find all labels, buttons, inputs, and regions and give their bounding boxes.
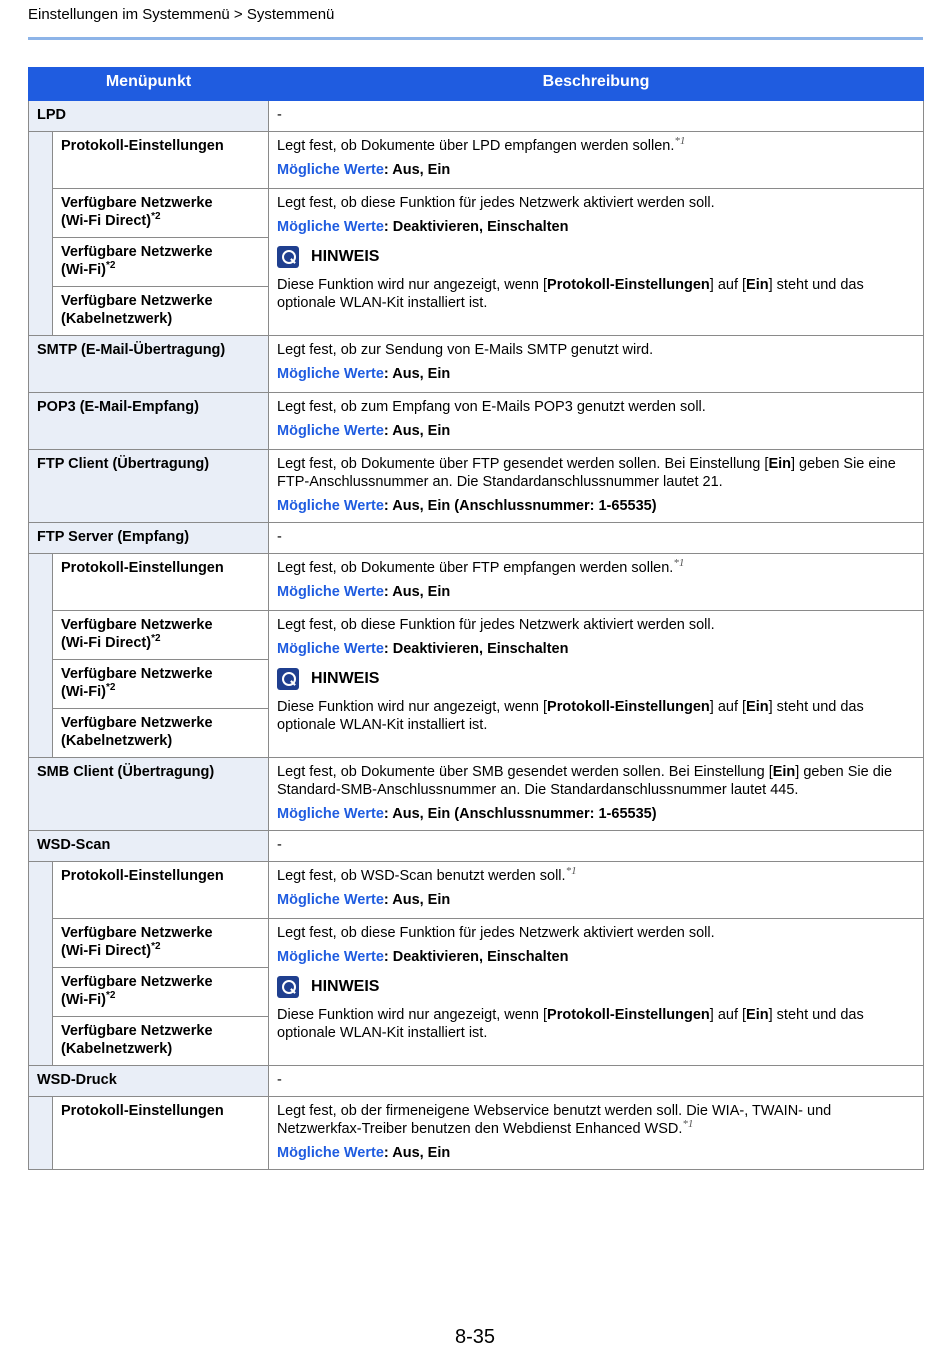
row-wsd-druck-title: WSD-Druck <box>29 1066 269 1097</box>
row-smtp-title: SMTP (E-Mail-Übertragung) <box>29 336 269 393</box>
settings-table <box>28 67 924 1170</box>
note-body: Diese Funktion wird nur angezeigt, wenn [Protokoll-Einstellungen] auf [Ein] steht und das optionale WLAN-Kit installiert ist. <box>277 277 864 311</box>
row-ftp-server-desc: - <box>269 523 924 554</box>
ftp-wifi-direct-label: Verfügbare Netzwerke (Wi-Fi Direct)$^{*2}$ <box>53 611 269 660</box>
note-header: HINWEIS <box>277 668 915 690</box>
lpd-protokoll-label: Protokoll-Einstellungen <box>53 132 269 189</box>
wsd-druck-protokoll-desc: Legt fest, ob der firmeneigene Webservice benutzt werden soll. Die WIA-, TWAIN- und Netzwerkfax-Treiber benutzen den Webdienst Enhanced WSD.$^{*1}$ Mögliche Werte: Aus, Ein <box>269 1097 924 1170</box>
indent-cell <box>29 132 53 336</box>
note-header: HINWEIS <box>277 246 915 268</box>
ftp-kabel-label: Verfügbare Netzwerke (Kabelnetzwerk) <box>53 709 269 758</box>
row-pop3-title: POP3 (E-Mail-Empfang) <box>29 393 269 450</box>
row-pop3-desc: Legt fest, ob zum Empfang von E-Mails POP3 genutzt werden soll. Mögliche Werte: Aus, Ein <box>269 393 924 450</box>
page-number: 8-35 <box>454 1326 496 1348</box>
table-row <box>29 611 924 660</box>
row-lpd-title: LPD <box>29 101 269 132</box>
row-ftp-client-title: FTP Client (Übertragung) <box>29 450 269 523</box>
breadcrumb: Einstellungen im Systemmenü > Systemmenü <box>28 6 335 23</box>
lpd-wifi-direct-label: Verfügbare Netzwerke (Wi-Fi Direct)$^{*2}$ <box>53 189 269 238</box>
table-row <box>29 554 924 611</box>
wsd-scan-kabel-label: Verfügbare Netzwerke (Kabelnetzwerk) <box>53 1017 269 1066</box>
row-lpd-desc: - <box>269 101 924 132</box>
wsd-scan-netz-desc: Legt fest, ob diese Funktion für jedes Netzwerk aktiviert werden soll. Mögliche Werte: Deaktivieren, Einschalten HINWEIS Diese Funktion wird nur angezeigt, wenn [Protokoll-Einstellungen] auf [Ein] steht und das optionale WLAN-Kit installiert ist. <box>269 919 924 1066</box>
table-row <box>29 919 924 968</box>
note-icon <box>277 976 299 998</box>
ftp-netz-desc: Legt fest, ob diese Funktion für jedes Netzwerk aktiviert werden soll. Mögliche Werte: Deaktivieren, Einschalten HINWEIS Diese Funktion wird nur angezeigt, wenn [Protokoll-Einstellungen] auf [Ein] steht und das optionale WLAN-Kit installiert ist. <box>269 611 924 758</box>
row-ftp-server-title: FTP Server (Empfang) <box>29 523 269 554</box>
row-wsd-scan-title: WSD-Scan <box>29 831 269 862</box>
table-row <box>29 101 924 132</box>
table-row <box>29 1097 924 1170</box>
wsd-scan-wifi-direct-label: Verfügbare Netzwerke (Wi-Fi Direct)$^{*2}$ <box>53 919 269 968</box>
header-rule <box>28 37 923 40</box>
row-wsd-scan-desc: - <box>269 831 924 862</box>
table-header-row <box>29 68 924 101</box>
table-row <box>29 393 924 450</box>
table-row <box>29 1066 924 1097</box>
table-row <box>29 862 924 919</box>
table-row <box>29 336 924 393</box>
wsd-druck-protokoll-label: Protokoll-Einstellungen <box>53 1097 269 1170</box>
lpd-kabel-label: Verfügbare Netzwerke (Kabelnetzwerk) <box>53 287 269 336</box>
table-row <box>29 831 924 862</box>
lpd-protokoll-desc: Legt fest, ob Dokumente über LPD empfangen werden sollen.$^{*1}$ Mögliche Werte: Aus, Ein <box>269 132 924 189</box>
table-row <box>29 450 924 523</box>
table-row <box>29 132 924 189</box>
table-row <box>29 189 924 238</box>
row-smtp-desc: Legt fest, ob zur Sendung von E-Mails SMTP genutzt wird. Mögliche Werte: Aus, Ein <box>269 336 924 393</box>
ftp-protokoll-desc: Legt fest, ob Dokumente über FTP empfangen werden sollen.$^{*1}$ Mögliche Werte: Aus, Ein <box>269 554 924 611</box>
indent-cell <box>29 554 53 758</box>
table-row <box>29 758 924 831</box>
wsd-scan-protokoll-desc: Legt fest, ob WSD-Scan benutzt werden soll.$^{*1}$ Mögliche Werte: Aus, Ein <box>269 862 924 919</box>
ftp-protokoll-label: Protokoll-Einstellungen <box>53 554 269 611</box>
indent-cell <box>29 1097 53 1170</box>
row-smb-client-title: SMB Client (Übertragung) <box>29 758 269 831</box>
ftp-wifi-label: Verfügbare Netzwerke $(Wi-Fi)^{*2}$ <box>53 660 269 709</box>
note-icon <box>277 246 299 268</box>
lpd-wifi-label: Verfügbare Netzwerke $(Wi-Fi)^{*2}$ <box>53 238 269 287</box>
lpd-netz-desc: Legt fest, ob diese Funktion für jedes Netzwerk aktiviert werden soll. Mögliche Werte: Deaktivieren, Einschalten HINWEIS Diese Funktion wird nur angezeigt, wenn [Protokoll-Einstellungen] auf [Ein] steht und das optionale WLAN-Kit installiert ist. <box>269 189 924 336</box>
note-icon <box>277 668 299 690</box>
wsd-scan-protokoll-label: Protokoll-Einstellungen <box>53 862 269 919</box>
header-description: Beschreibung <box>269 68 924 101</box>
note-body: Diese Funktion wird nur angezeigt, wenn [Protokoll-Einstellungen] auf [Ein] steht und das optionale WLAN-Kit installiert ist. <box>277 699 864 733</box>
wsd-scan-wifi-label: Verfügbare Netzwerke $(Wi-Fi)^{*2}$ <box>53 968 269 1017</box>
row-wsd-druck-desc: - <box>269 1066 924 1097</box>
indent-cell <box>29 862 53 1066</box>
table-row <box>29 523 924 554</box>
note-body: Diese Funktion wird nur angezeigt, wenn [Protokoll-Einstellungen] auf [Ein] steht und das optionale WLAN-Kit installiert ist. <box>277 1007 864 1041</box>
header-menu: Menüpunkt <box>29 68 269 101</box>
note-header: HINWEIS <box>277 976 915 998</box>
row-smb-client-desc: Legt fest, ob Dokumente über SMB gesendet werden sollen. Bei Einstellung [Ein] geben Sie die Standard-SMB-Anschlussnummer an. Die Standardanschlussnummer lautet 445. Mögliche Werte: Aus, Ein (Anschlussnummer: 1-65535) <box>269 758 924 831</box>
row-ftp-client-desc: Legt fest, ob Dokumente über FTP gesendet werden sollen. Bei Einstellung [Ein] geben Sie eine FTP-Anschlussnummer an. Die Standardanschlussnummer lautet 21. Mögliche Werte: Aus, Ein (Anschlussnummer: 1-65535) <box>269 450 924 523</box>
